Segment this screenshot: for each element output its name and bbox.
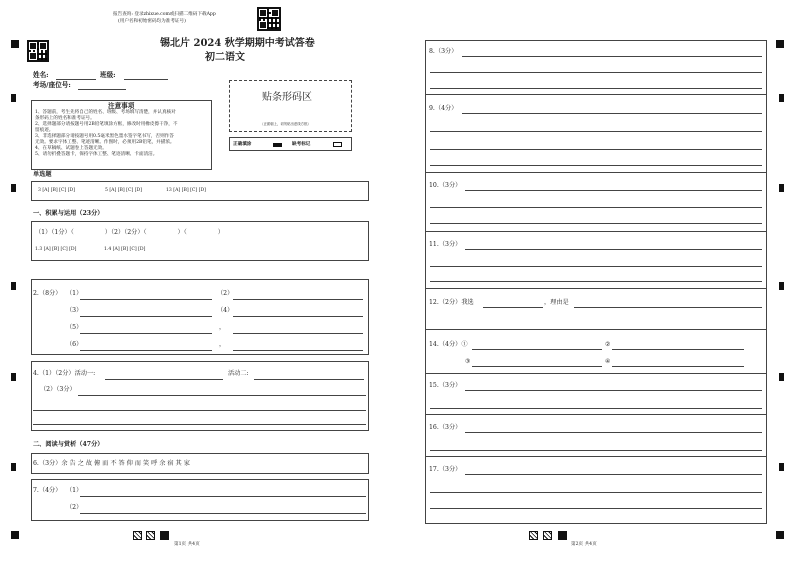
answer-line[interactable] bbox=[612, 366, 744, 367]
q11-label: 11.（3分） bbox=[429, 241, 462, 248]
name-field[interactable] bbox=[56, 79, 96, 80]
answer-line[interactable] bbox=[483, 307, 543, 308]
q14-mark: ② bbox=[605, 341, 611, 348]
q2-part: （1） bbox=[66, 290, 83, 297]
section2-heading: 二、阅读与赏析（47分） bbox=[33, 441, 104, 448]
q2-part: （6） bbox=[66, 341, 83, 348]
side-marker bbox=[11, 373, 16, 381]
answer-line[interactable] bbox=[80, 496, 366, 497]
note-line: 3、非选择题部分请按题号用0.5毫米黑色墨水签字笔书写，否则作答 bbox=[35, 134, 174, 139]
correct-fill-label: 正确填涂 bbox=[233, 142, 252, 147]
answer-line[interactable] bbox=[465, 190, 762, 191]
answer-line[interactable] bbox=[430, 492, 762, 493]
answer-line[interactable] bbox=[233, 299, 363, 300]
q7-label: 7.（4分） bbox=[33, 487, 62, 494]
answer-line[interactable] bbox=[430, 266, 762, 267]
answer-line[interactable] bbox=[33, 410, 366, 411]
page-marker-icon bbox=[543, 531, 552, 540]
answer-line[interactable] bbox=[430, 149, 762, 150]
note-line: 2、选择题部分请按题号用2B铅笔填涂方框，修改时用橡皮擦干净，不 bbox=[35, 122, 178, 127]
side-marker bbox=[779, 184, 784, 192]
q4-box bbox=[31, 361, 369, 431]
note-line: 条形码上的姓名和准考证号。 bbox=[35, 116, 95, 121]
header-note: 报告查询: 登录zhixue.com或扫描二维码下载App bbox=[113, 12, 216, 17]
side-marker bbox=[779, 282, 784, 290]
answer-line[interactable] bbox=[465, 474, 762, 475]
q4-activity2: 活动二: bbox=[228, 370, 249, 377]
q10-label: 10.（3分） bbox=[429, 182, 462, 189]
choice-item[interactable]: 3 [A] [B] [C] [D] bbox=[38, 188, 75, 193]
answer-line[interactable] bbox=[80, 350, 212, 351]
note-line: 5、请勿折叠答题卡，保持字体工整、笔迹清晰、卡面清洁。 bbox=[35, 152, 158, 157]
page-subtitle: 初二语文 bbox=[205, 52, 245, 63]
q2-label: 2.（8分） bbox=[33, 290, 62, 297]
absent-box[interactable] bbox=[333, 142, 342, 147]
divider bbox=[425, 288, 767, 289]
page-marker-icon bbox=[558, 531, 567, 540]
divider bbox=[425, 329, 767, 330]
corner-marker bbox=[776, 40, 784, 48]
side-marker bbox=[11, 184, 16, 192]
page-marker-icon bbox=[146, 531, 155, 540]
q2-comma: ， bbox=[219, 341, 226, 348]
filled-box-icon bbox=[273, 143, 282, 147]
q8-label: 8.（3分） bbox=[429, 48, 458, 55]
q16-label: 16.（3分） bbox=[429, 424, 462, 431]
answer-line[interactable] bbox=[430, 450, 762, 451]
single-choice-box bbox=[31, 181, 369, 201]
side-marker bbox=[779, 463, 784, 471]
corner-marker bbox=[11, 40, 19, 48]
qr-code-icon bbox=[257, 7, 281, 31]
q2-box bbox=[31, 279, 369, 355]
answer-line[interactable] bbox=[78, 395, 366, 396]
side-marker bbox=[779, 373, 784, 381]
choice-item[interactable]: 1.3 [A] [B] [C] [D] bbox=[35, 247, 77, 252]
note-line: 留痕迹。 bbox=[35, 128, 54, 133]
answer-line[interactable] bbox=[612, 349, 744, 350]
answer-line[interactable] bbox=[430, 508, 762, 509]
answer-line[interactable] bbox=[430, 207, 762, 208]
q17-label: 17.（3分） bbox=[429, 466, 462, 473]
absent-mark-label: 缺考标记 bbox=[292, 142, 311, 147]
q4-part2: （2）（3分） bbox=[40, 386, 76, 393]
name-label: 姓名: bbox=[33, 71, 49, 79]
page-number: 第2页 共4页 bbox=[571, 542, 597, 547]
answer-line[interactable] bbox=[80, 513, 366, 514]
answer-line[interactable] bbox=[430, 72, 762, 73]
answer-line[interactable] bbox=[233, 316, 363, 317]
divider bbox=[425, 414, 767, 415]
q14-mark: ④ bbox=[605, 358, 611, 365]
q12-reason-label: ，理由是 bbox=[544, 299, 569, 306]
answer-line[interactable] bbox=[465, 432, 762, 433]
answer-line[interactable] bbox=[430, 131, 762, 132]
room-field[interactable] bbox=[78, 89, 126, 90]
q9-label: 9.（4分） bbox=[429, 105, 458, 112]
choice-item[interactable]: 5 [A] [B] [C] [D] bbox=[105, 188, 142, 193]
divider bbox=[425, 172, 767, 173]
choice-item[interactable]: 1.4 [A] [B] [C] [D] bbox=[104, 247, 146, 252]
q4-label: 4.（1）（2分）活动一: bbox=[33, 370, 96, 377]
page-number: 第1页 共4页 bbox=[174, 542, 200, 547]
divider bbox=[425, 231, 767, 232]
q7-part: （1） bbox=[66, 487, 83, 494]
answer-line[interactable] bbox=[472, 366, 602, 367]
answer-line[interactable] bbox=[33, 424, 366, 425]
notes-box bbox=[31, 100, 212, 170]
answer-line[interactable] bbox=[430, 408, 762, 409]
side-marker bbox=[11, 94, 16, 102]
answer-line[interactable] bbox=[465, 390, 762, 391]
answer-line[interactable] bbox=[80, 316, 212, 317]
page-marker-icon bbox=[133, 531, 142, 540]
divider bbox=[425, 94, 767, 95]
q2-part: （4） bbox=[217, 307, 234, 314]
note-line: 无效。要求字体工整、笔迹清晰。作图时，必须用2B铅笔，并描浓。 bbox=[35, 140, 175, 145]
q1-box bbox=[31, 221, 369, 261]
q6-text: 6.（3分）余 告 之 故 俯 而 不 答 仰 而 笑 呼 余 宿 其 家 bbox=[33, 460, 190, 467]
answer-line[interactable] bbox=[430, 165, 762, 166]
q12-label: 12.（2分）我选 bbox=[429, 299, 474, 306]
header-note: (用户名和初始密码均为准考证号) bbox=[118, 19, 186, 24]
room-label: 考场/座位号: bbox=[33, 81, 71, 89]
class-label: 班级: bbox=[100, 71, 116, 79]
page-marker-icon bbox=[529, 531, 538, 540]
note-line: 4、在草稿纸、试题卷上答题无效。 bbox=[35, 146, 107, 151]
answer-line[interactable] bbox=[472, 349, 602, 350]
note-line: 1、答题前，考生先将自己的姓名、班级、考场填写清楚，并认真核对 bbox=[35, 110, 176, 115]
q14-mark: ③ bbox=[465, 358, 471, 365]
q7-part: （2） bbox=[66, 504, 83, 511]
barcode-hint: （正面朝上，切勿贴出虚线方框） bbox=[260, 122, 311, 126]
answer-line[interactable] bbox=[462, 113, 762, 114]
answer-line[interactable] bbox=[80, 299, 212, 300]
q14-label: 14.（4分）① bbox=[429, 341, 468, 348]
qr-code-icon bbox=[27, 40, 49, 62]
q6-box bbox=[31, 453, 369, 474]
q2-part: （5） bbox=[66, 324, 83, 331]
answer-line[interactable] bbox=[465, 249, 762, 250]
answer-line[interactable] bbox=[430, 281, 762, 282]
q2-comma: ， bbox=[219, 324, 226, 331]
divider bbox=[425, 456, 767, 457]
barcode-label: 贴条形码区 bbox=[262, 92, 312, 103]
choice-item[interactable]: 13 [A] [B] [C] [D] bbox=[166, 188, 206, 193]
divider bbox=[425, 373, 767, 374]
answer-line[interactable] bbox=[254, 379, 364, 380]
q7-box bbox=[31, 479, 369, 521]
corner-marker bbox=[11, 531, 19, 539]
answer-line[interactable] bbox=[574, 307, 762, 308]
q2-part: （3） bbox=[66, 307, 83, 314]
answer-line[interactable] bbox=[105, 379, 223, 380]
answer-line[interactable] bbox=[233, 333, 363, 334]
page-title: 锡北片 2024 秋学期期中考试答卷 bbox=[160, 38, 315, 49]
notes-heading: 注意事项 bbox=[108, 102, 135, 110]
single-choice-heading: 单选题 bbox=[33, 171, 52, 178]
barcode-area bbox=[229, 80, 352, 132]
answer-line[interactable] bbox=[430, 88, 762, 89]
section1-heading: 一、积累与运用（23分） bbox=[33, 210, 104, 217]
answer-line[interactable] bbox=[430, 223, 762, 224]
answer-line[interactable] bbox=[80, 333, 212, 334]
side-marker bbox=[779, 94, 784, 102]
answer-line[interactable] bbox=[233, 350, 363, 351]
q15-label: 15.（3分） bbox=[429, 382, 462, 389]
side-marker bbox=[11, 282, 16, 290]
side-marker bbox=[11, 463, 16, 471]
fill-example bbox=[229, 137, 352, 151]
class-field[interactable] bbox=[124, 79, 168, 80]
q1-line: （1）（1分）（ ）（2）（2分）（ ）（ ） bbox=[35, 229, 224, 236]
page-marker-icon bbox=[160, 531, 169, 540]
corner-marker bbox=[776, 531, 784, 539]
answer-line[interactable] bbox=[462, 56, 762, 57]
q2-part: （2） bbox=[217, 290, 234, 297]
